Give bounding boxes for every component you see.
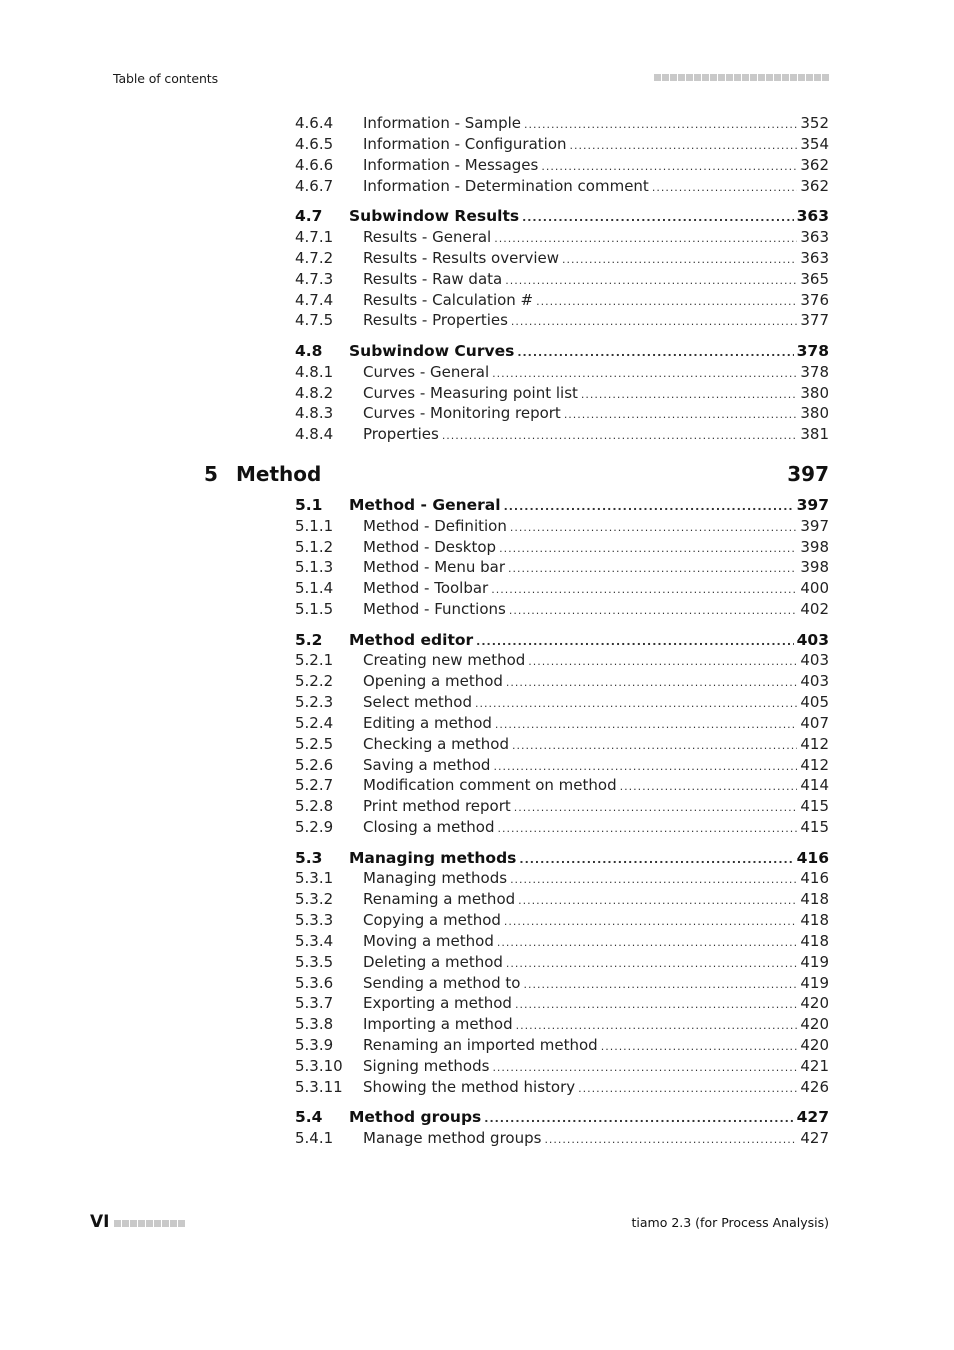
toc-entry[interactable] xyxy=(295,424,829,444)
toc-entry-page: 377 xyxy=(800,311,829,329)
toc-entry-title: Subwindow Curves xyxy=(349,342,515,360)
toc-dot-leader xyxy=(517,343,793,363)
toc-dot-leader xyxy=(506,954,797,974)
toc-entry-title: Curves - General xyxy=(363,363,490,381)
toc-section-entry[interactable] xyxy=(295,848,829,868)
toc-entry-number: 5.2.3 xyxy=(295,693,334,711)
toc-entry[interactable] xyxy=(295,176,829,196)
toc-entry[interactable] xyxy=(295,775,829,795)
toc-entry[interactable] xyxy=(295,113,829,133)
toc-entry[interactable] xyxy=(295,310,829,330)
toc-entry-title: Results - Properties xyxy=(363,311,508,329)
toc-entry-page: 414 xyxy=(800,776,829,794)
toc-entry-title: Method - Desktop xyxy=(363,538,497,556)
toc-entry-title: Information - Determination comment xyxy=(363,177,649,195)
toc-dot-leader xyxy=(652,178,798,198)
toc-dot-leader xyxy=(497,819,797,839)
toc-entry-title: Results - Results overview xyxy=(363,249,560,267)
toc-entry-title: Results - General xyxy=(363,228,492,246)
toc-entry-title: Sending a method to xyxy=(363,974,521,992)
toc-entry-title: Method editor xyxy=(349,631,474,649)
toc-entry[interactable] xyxy=(295,155,829,175)
toc-entry-title: Modification comment on method xyxy=(363,776,617,794)
toc-entry-page: 403 xyxy=(800,672,829,690)
toc-entry[interactable] xyxy=(295,931,829,951)
toc-entry-number: 5.3.5 xyxy=(295,953,334,971)
toc-entry-page: 427 xyxy=(800,1129,829,1147)
toc-entry-title: Results - Raw data xyxy=(363,270,503,288)
toc-entry[interactable] xyxy=(295,910,829,930)
chapter-heading[interactable] xyxy=(204,462,829,486)
toc-entry-number: 5.3.9 xyxy=(295,1036,334,1054)
toc-entry-title: Manage method groups xyxy=(363,1129,542,1147)
toc-entry-title: Checking a method xyxy=(363,735,509,753)
toc-entry-page: 352 xyxy=(800,114,829,132)
toc-entry-title: Renaming a method xyxy=(363,890,516,908)
toc-entry[interactable] xyxy=(295,817,829,837)
toc-dot-leader xyxy=(564,405,798,425)
toc-entry[interactable] xyxy=(295,227,829,247)
toc-section-entry[interactable] xyxy=(295,495,829,515)
toc-dot-leader xyxy=(484,1109,793,1129)
toc-entry-title: Method - Toolbar xyxy=(363,579,489,597)
toc-dot-leader xyxy=(522,208,794,228)
toc-entry-number: 4.6.6 xyxy=(295,156,334,174)
toc-entry-number: 5.2.4 xyxy=(295,714,334,732)
footer-decoration xyxy=(114,1220,185,1227)
toc-entry-page: 418 xyxy=(800,911,829,929)
toc-entry-title: Showing the method history xyxy=(363,1078,576,1096)
toc-entry[interactable] xyxy=(295,1035,829,1055)
toc-entry-page: 362 xyxy=(800,177,829,195)
toc-entry-title: Editing a method xyxy=(363,714,492,732)
header-decoration xyxy=(648,74,829,82)
toc-entry[interactable] xyxy=(295,599,829,619)
toc-entry[interactable] xyxy=(295,537,829,557)
toc-entry-number: 5.1.5 xyxy=(295,600,334,618)
toc-entry-page: 407 xyxy=(800,714,829,732)
toc-entry-page: 416 xyxy=(800,869,829,887)
toc-entry-number: 4.8 xyxy=(295,342,323,360)
toc-dot-leader xyxy=(544,1130,797,1150)
toc-entry[interactable] xyxy=(295,516,829,536)
footer-product: tiamo 2.3 (for Process Analysis) xyxy=(631,1215,829,1230)
toc-dot-leader xyxy=(601,1037,798,1057)
toc-entry-page: 365 xyxy=(800,270,829,288)
toc-dot-leader xyxy=(510,870,797,890)
toc-entry[interactable] xyxy=(295,1128,829,1148)
toc-entry-number: 5.3.3 xyxy=(295,911,334,929)
chapter-title: Method xyxy=(236,462,322,486)
toc-entry[interactable] xyxy=(295,796,829,816)
toc-entry-title: Moving a method xyxy=(363,932,494,950)
toc-entry[interactable] xyxy=(295,134,829,154)
toc-dot-leader xyxy=(504,912,797,932)
toc-entry-number: 4.6.4 xyxy=(295,114,334,132)
toc-entry-number: 5.2.5 xyxy=(295,735,334,753)
toc-entry-page: 363 xyxy=(796,207,829,225)
toc-entry-page: 426 xyxy=(800,1078,829,1096)
toc-entry[interactable] xyxy=(295,889,829,909)
toc-entry-number: 5.2.2 xyxy=(295,672,334,690)
toc-dot-leader xyxy=(491,580,797,600)
toc-dot-leader xyxy=(508,559,797,579)
toc-entry-page: 421 xyxy=(800,1057,829,1075)
toc-entry-page: 419 xyxy=(800,974,829,992)
toc-entry-number: 4.7.1 xyxy=(295,228,334,246)
toc-entry-page: 381 xyxy=(800,425,829,443)
toc-dot-leader xyxy=(506,673,797,693)
toc-entry-title: Method - General xyxy=(349,496,501,514)
toc-dot-leader xyxy=(475,694,797,714)
toc-entry[interactable] xyxy=(295,713,829,733)
toc-entry-page: 362 xyxy=(800,156,829,174)
toc-entry[interactable] xyxy=(295,248,829,268)
toc-entry-number: 5.2.8 xyxy=(295,797,334,815)
toc-dot-leader xyxy=(495,715,797,735)
toc-dot-leader xyxy=(528,652,797,672)
toc-dot-leader xyxy=(511,312,797,332)
toc-dot-leader xyxy=(493,757,797,777)
toc-entry-number: 5.3.10 xyxy=(295,1057,343,1075)
toc-entry-number: 5.4 xyxy=(295,1108,323,1126)
toc-entry-number: 4.7.3 xyxy=(295,270,334,288)
toc-entry[interactable] xyxy=(295,403,829,423)
toc-dot-leader xyxy=(578,1079,797,1099)
toc-entry-page: 398 xyxy=(800,538,829,556)
toc-entry-page: 378 xyxy=(800,363,829,381)
toc-entry-title: Properties xyxy=(363,425,439,443)
toc-dot-leader xyxy=(562,250,797,270)
toc-entry[interactable] xyxy=(295,671,829,691)
toc-entry-title: Print method report xyxy=(363,797,511,815)
toc-entry[interactable] xyxy=(295,290,829,310)
toc-entry[interactable] xyxy=(295,1014,829,1034)
toc-dot-leader xyxy=(514,798,798,818)
toc-dot-leader xyxy=(505,271,797,291)
toc-entry-number: 4.8.1 xyxy=(295,363,334,381)
toc-dot-leader xyxy=(492,364,797,384)
toc-entry[interactable] xyxy=(295,578,829,598)
toc-entry[interactable] xyxy=(295,692,829,712)
toc-entry[interactable] xyxy=(295,755,829,775)
toc-dot-leader xyxy=(512,736,797,756)
toc-dot-leader xyxy=(442,426,798,446)
toc-entry-number: 5.1.3 xyxy=(295,558,334,576)
toc-entry-number: 5.3.2 xyxy=(295,890,334,908)
toc-entry-number: 5.1.1 xyxy=(295,517,334,535)
toc-entry-title: Managing methods xyxy=(349,849,517,867)
toc-entry-page: 354 xyxy=(800,135,829,153)
toc-entry-title: Signing methods xyxy=(363,1057,490,1075)
toc-entry-number: 5.2.1 xyxy=(295,651,334,669)
toc-entry[interactable] xyxy=(295,993,829,1013)
toc-entry-page: 363 xyxy=(800,228,829,246)
footer-page-label: VI xyxy=(90,1212,110,1232)
toc-entry-page: 420 xyxy=(800,1036,829,1054)
toc-entry-title: Saving a method xyxy=(363,756,491,774)
toc-entry[interactable] xyxy=(295,362,829,382)
toc-entry-page: 415 xyxy=(800,797,829,815)
toc-entry[interactable] xyxy=(295,269,829,289)
toc-section-entry[interactable] xyxy=(295,206,829,226)
toc-entry-page: 397 xyxy=(800,517,829,535)
toc-entry-title: Exporting a method xyxy=(363,994,512,1012)
toc-entry-page: 403 xyxy=(796,631,829,649)
toc-entry-number: 5.1 xyxy=(295,496,323,514)
toc-entry[interactable] xyxy=(295,1056,829,1076)
toc-dot-leader xyxy=(510,518,798,538)
toc-entry-title: Copying a method xyxy=(363,911,501,929)
toc-dot-leader xyxy=(620,777,798,797)
toc-entry-page: 427 xyxy=(796,1108,829,1126)
toc-entry-number: 4.8.3 xyxy=(295,404,334,422)
toc-entry-page: 412 xyxy=(800,735,829,753)
toc-entry-page: 418 xyxy=(800,890,829,908)
toc-entry[interactable] xyxy=(295,952,829,972)
toc-entry-page: 376 xyxy=(800,291,829,309)
toc-entry-title: Renaming an imported method xyxy=(363,1036,598,1054)
toc-entry-title: Subwindow Results xyxy=(349,207,520,225)
toc-entry-number: 5.3.1 xyxy=(295,869,334,887)
toc-entry-title: Opening a method xyxy=(363,672,503,690)
toc-entry-number: 5.3.7 xyxy=(295,994,334,1012)
toc-entry-page: 378 xyxy=(796,342,829,360)
toc-dot-leader xyxy=(492,1058,797,1078)
toc-entry[interactable] xyxy=(295,868,829,888)
toc-dot-leader xyxy=(516,1016,798,1036)
toc-section-entry[interactable] xyxy=(295,1107,829,1127)
toc-entry-page: 397 xyxy=(796,496,829,514)
toc-entry-title: Information - Configuration xyxy=(363,135,567,153)
chapter-page: 397 xyxy=(787,462,829,486)
toc-entry-number: 4.7 xyxy=(295,207,323,225)
toc-dot-leader xyxy=(494,229,797,249)
toc-entry-number: 4.7.2 xyxy=(295,249,334,267)
toc-entry[interactable] xyxy=(295,383,829,403)
toc-entry-title: Curves - Monitoring report xyxy=(363,404,561,422)
toc-entry-page: 412 xyxy=(800,756,829,774)
toc-section-entry[interactable] xyxy=(295,341,829,361)
toc-entry[interactable] xyxy=(295,557,829,577)
toc-dot-leader xyxy=(519,850,793,870)
toc-entry[interactable] xyxy=(295,734,829,754)
toc-entry-title: Deleting a method xyxy=(363,953,503,971)
toc-entry-number: 4.6.7 xyxy=(295,177,334,195)
toc-dot-leader xyxy=(504,497,794,517)
toc-entry-page: 380 xyxy=(800,384,829,402)
header-title: Table of contents xyxy=(113,71,218,86)
toc-entry[interactable] xyxy=(295,1077,829,1097)
toc-entry-title: Curves - Measuring point list xyxy=(363,384,578,402)
toc-entry-number: 4.6.5 xyxy=(295,135,334,153)
toc-entry-page: 403 xyxy=(800,651,829,669)
toc-entry-page: 402 xyxy=(800,600,829,618)
toc-section-entry[interactable] xyxy=(295,630,829,650)
toc-entry[interactable] xyxy=(295,650,829,670)
toc-entry-title: Results - Calculation # xyxy=(363,291,534,309)
toc-dot-leader xyxy=(518,891,797,911)
toc-entry-number: 4.7.4 xyxy=(295,291,334,309)
toc-entry-title: Closing a method xyxy=(363,818,495,836)
toc-entry-title: Managing methods xyxy=(363,869,508,887)
chapter-number: 5 xyxy=(204,462,218,486)
toc-entry-title: Importing a method xyxy=(363,1015,513,1033)
toc-entry-page: 416 xyxy=(796,849,829,867)
toc-entry-title: Method groups xyxy=(349,1108,482,1126)
toc-dot-leader xyxy=(524,115,797,135)
toc-entry-page: 415 xyxy=(800,818,829,836)
toc-entry-number: 5.4.1 xyxy=(295,1129,334,1147)
toc-dot-leader xyxy=(541,157,797,177)
toc-dot-leader xyxy=(536,292,797,312)
toc-dot-leader xyxy=(523,975,797,995)
toc-entry-number: 5.3.11 xyxy=(295,1078,343,1096)
toc-entry-title: Method - Definition xyxy=(363,517,507,535)
toc-entry-page: 420 xyxy=(800,994,829,1012)
toc-entry-page: 363 xyxy=(800,249,829,267)
toc-dot-leader xyxy=(509,601,798,621)
toc-entry-page: 398 xyxy=(800,558,829,576)
toc-dot-leader xyxy=(497,933,798,953)
toc-entry-page: 420 xyxy=(800,1015,829,1033)
toc-entry-title: Information - Sample xyxy=(363,114,522,132)
toc-entry-number: 4.8.4 xyxy=(295,425,334,443)
toc-entry-title: Select method xyxy=(363,693,472,711)
toc-entry-number: 5.3.8 xyxy=(295,1015,334,1033)
toc-entry-number: 5.2.7 xyxy=(295,776,334,794)
toc-dot-leader xyxy=(499,539,797,559)
toc-entry-number: 5.2 xyxy=(295,631,323,649)
toc-entry-page: 405 xyxy=(800,693,829,711)
toc-dot-leader xyxy=(476,632,793,652)
toc-dot-leader xyxy=(581,385,797,405)
toc-entry-page: 419 xyxy=(800,953,829,971)
toc-entry-title: Method - Menu bar xyxy=(363,558,506,576)
toc-entry-title: Information - Messages xyxy=(363,156,539,174)
toc-entry-number: 5.3.4 xyxy=(295,932,334,950)
toc-entry-number: 4.8.2 xyxy=(295,384,334,402)
toc-entry-number: 5.1.4 xyxy=(295,579,334,597)
toc-entry-number: 5.2.6 xyxy=(295,756,334,774)
toc-entry-page: 380 xyxy=(800,404,829,422)
toc-entry-title: Creating new method xyxy=(363,651,526,669)
toc-entry-number: 4.7.5 xyxy=(295,311,334,329)
toc-dot-leader xyxy=(570,136,798,156)
toc-dot-leader xyxy=(515,995,797,1015)
toc-entry-page: 418 xyxy=(800,932,829,950)
toc-entry-number: 5.1.2 xyxy=(295,538,334,556)
toc-entry[interactable] xyxy=(295,973,829,993)
toc-entry-title: Method - Functions xyxy=(363,600,506,618)
toc-entry-page: 400 xyxy=(800,579,829,597)
toc-entry-number: 5.2.9 xyxy=(295,818,334,836)
toc-entry-number: 5.3 xyxy=(295,849,323,867)
toc-entry-number: 5.3.6 xyxy=(295,974,334,992)
